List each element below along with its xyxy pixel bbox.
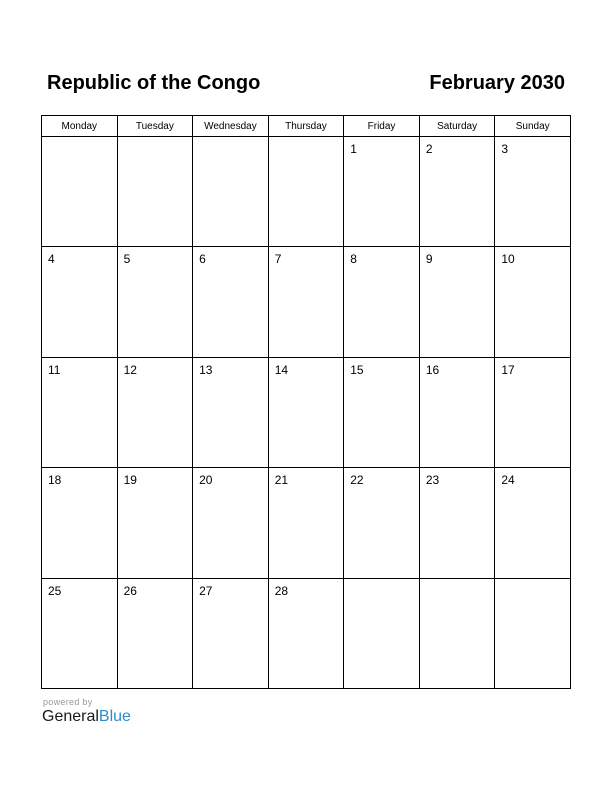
generalblue-logo[interactable]	[42, 708, 131, 726]
day-cell	[42, 137, 118, 247]
day-number	[193, 137, 268, 142]
day-number: 16	[425, 362, 440, 377]
week-row	[42, 357, 571, 467]
day-cell	[419, 357, 495, 467]
day-number: 26	[123, 583, 137, 598]
day-cell	[193, 578, 269, 688]
logo-general-text: General	[42, 708, 99, 725]
day-cell	[42, 578, 118, 688]
day-cell	[117, 137, 193, 247]
day-cell	[419, 578, 495, 688]
day-number: 10	[501, 252, 515, 267]
day-number: 24	[501, 473, 515, 488]
day-number: 2	[425, 142, 433, 156]
day-number	[269, 137, 344, 142]
day-cell	[193, 468, 269, 578]
day-cell	[419, 468, 495, 578]
day-cell	[193, 137, 269, 247]
day-number	[420, 579, 495, 584]
day-cell	[193, 357, 269, 467]
day-number: 7	[274, 252, 282, 267]
day-cell	[344, 357, 420, 467]
day-number: 1	[350, 142, 357, 156]
day-cell	[495, 468, 571, 578]
country-title: Republic of the Congo	[47, 72, 261, 94]
day-cell	[268, 357, 344, 467]
day-cell	[495, 357, 571, 467]
day-cell	[268, 578, 344, 688]
day-number: 13	[199, 362, 213, 377]
day-cell	[268, 137, 344, 247]
day-cell	[495, 137, 571, 247]
week-row	[42, 247, 571, 357]
day-number	[495, 579, 570, 584]
day-number: 22	[350, 473, 364, 488]
day-cell	[117, 468, 193, 578]
week-row	[42, 468, 571, 578]
day-number: 6	[199, 252, 206, 267]
logo-blue-text: Blue	[98, 708, 131, 725]
day-cell	[117, 578, 193, 688]
day-number: 8	[350, 252, 357, 267]
day-cell	[117, 247, 193, 357]
day-number: 25	[48, 583, 62, 598]
weekday-header-row	[42, 116, 571, 137]
day-cell	[344, 137, 420, 247]
day-number: 14	[274, 362, 289, 377]
day-number	[42, 137, 117, 142]
day-cell	[42, 357, 118, 467]
day-cell	[117, 357, 193, 467]
day-cell	[344, 468, 420, 578]
day-cell	[495, 247, 571, 357]
day-cell	[419, 137, 495, 247]
week-row	[42, 137, 571, 247]
day-number: 17	[501, 362, 515, 377]
calendar-grid	[41, 115, 571, 689]
day-cell	[42, 247, 118, 357]
day-cell	[42, 468, 118, 578]
week-row	[42, 578, 571, 688]
powered-by-label: powered by	[43, 697, 93, 707]
weekday-header: Wednesday	[193, 116, 269, 137]
day-number: 5	[123, 252, 131, 267]
weekday-header: Tuesday	[117, 116, 193, 137]
weekday-header: Monday	[42, 116, 118, 137]
day-number: 9	[425, 252, 433, 267]
day-cell	[268, 247, 344, 357]
weekday-header: Sunday	[495, 116, 571, 137]
day-cell	[193, 247, 269, 357]
day-cell	[344, 578, 420, 688]
day-cell	[495, 578, 571, 688]
day-number: 28	[274, 583, 289, 598]
day-cell	[344, 247, 420, 357]
day-number	[344, 579, 419, 584]
day-number: 18	[48, 473, 62, 488]
day-number: 27	[199, 583, 213, 598]
day-number: 21	[274, 473, 289, 488]
day-number: 20	[199, 473, 213, 488]
weekday-header: Thursday	[268, 116, 344, 137]
weekday-header: Saturday	[419, 116, 495, 137]
month-title: February 2030	[429, 72, 565, 94]
day-number: 12	[123, 362, 137, 377]
day-number: 19	[123, 473, 137, 488]
day-cell	[419, 247, 495, 357]
day-number: 4	[48, 252, 55, 267]
day-number: 11	[48, 362, 61, 377]
day-number	[118, 137, 193, 142]
day-number: 15	[350, 362, 364, 377]
day-number: 3	[501, 142, 509, 156]
day-number: 23	[425, 473, 440, 488]
day-cell	[268, 468, 344, 578]
weekday-header: Friday	[344, 116, 420, 137]
